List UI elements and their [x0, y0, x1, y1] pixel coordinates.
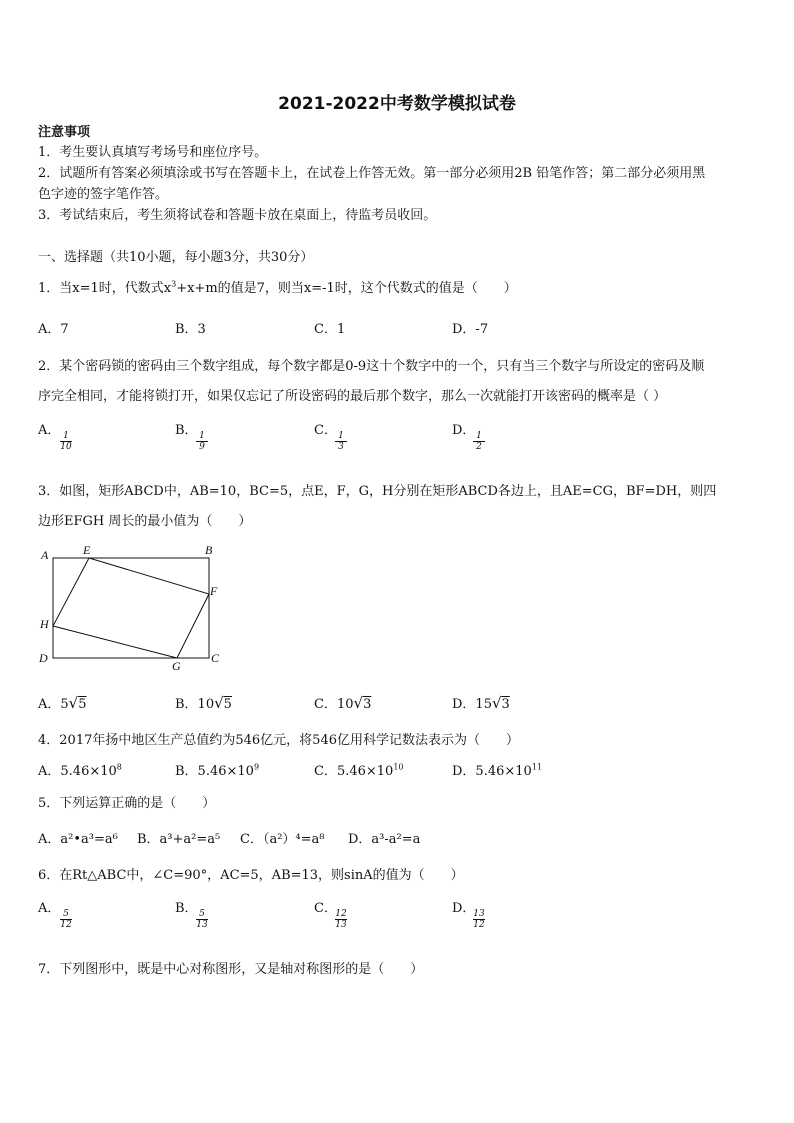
q4-option-c-exp: 10	[393, 762, 404, 772]
q3-option-b-coef: B．10	[175, 697, 215, 712]
denominator: 10	[60, 442, 72, 452]
q4-option-d-exp: 11	[531, 762, 542, 772]
q2-option-d-label: D．	[452, 423, 476, 438]
q5-option-b: B．a³+a²=a⁵	[137, 832, 221, 847]
denominator: 12	[473, 920, 485, 930]
label-a: A	[41, 548, 49, 562]
q4-option-b-exp: 9	[253, 762, 260, 772]
q1-stem-sup: 3	[171, 279, 177, 289]
denominator: 13	[196, 920, 208, 930]
q1-stem-b: +x+m的值是7，则当x=-1时，这个代数式的值是（ ）	[176, 281, 517, 296]
denominator: 3	[338, 442, 344, 452]
q4-option-b	[175, 760, 259, 779]
q6-option-a-label: A．	[38, 901, 61, 916]
question-6-stem: 6．在Rt△ABC中，∠C=90°，AC=5，AB=13，则sinA的值为（ ）	[38, 868, 464, 883]
numerator: 12	[335, 909, 347, 919]
numerator: 1	[196, 431, 208, 442]
numerator: 13	[473, 909, 485, 919]
q4-option-c	[314, 760, 404, 779]
rectangle-abcd	[53, 558, 209, 658]
q4-option-a-base: A．5.46×10	[38, 764, 117, 779]
numerator: 1	[473, 431, 485, 442]
q3-option-d: D．15√3	[452, 694, 510, 712]
numerator: 5	[60, 909, 72, 920]
q4-option-d	[452, 760, 542, 779]
numerator: 1	[60, 431, 72, 442]
q1-option-a: A．7	[38, 322, 69, 337]
label-g: G	[172, 659, 181, 673]
q1-stem-a: 1．当x=1时，代数式x	[38, 281, 172, 296]
q3-option-c-coef: C．10	[314, 697, 354, 712]
quadrilateral-efgh	[53, 558, 209, 658]
q4-option-d-base: D．5.46×10	[452, 764, 532, 779]
q6-option-a-fraction	[60, 909, 72, 930]
question-4-stem: 4．2017年扬中地区生产总值约为546亿元，将546亿用科学记数法表示为（ ）	[38, 733, 519, 748]
label-f: F	[210, 584, 218, 598]
question-7-stem: 7．下列图形中，既是中心对称图形，又是轴对称图形的是（ ）	[38, 962, 424, 977]
q2-option-c-label: C．	[314, 423, 337, 438]
q1-option-b: B．3	[175, 322, 206, 337]
rectangle-figure	[36, 540, 226, 675]
q3-option-d-coef: D．15	[452, 697, 492, 712]
q6-option-d-label: D．	[452, 901, 476, 916]
q6-option-c-fraction	[335, 909, 347, 930]
q6-option-b-fraction	[196, 909, 208, 930]
notice-item: 2．试题所有答案必须填涂或书写在答题卡上，在试卷上作答无效。第一部分必须用2B 铅笔作答；第二部分必须用黑	[38, 166, 706, 181]
q4-option-a-exp: 8	[116, 762, 122, 772]
q5-option-c: C．（a²）⁴=a⁸	[240, 832, 325, 847]
q4-option-a	[38, 760, 122, 779]
q2-option-d-fraction	[473, 431, 485, 452]
question-3-line2: 边形EFGH 周长的最小值为（ ）	[38, 514, 252, 529]
q3-option-b: B．10√5	[175, 694, 232, 712]
label-e: E	[83, 543, 91, 557]
q2-option-c-fraction	[335, 431, 347, 452]
notice-item: 1．考生要认真填写考场号和座位序号。	[38, 145, 268, 160]
label-b: B	[205, 543, 213, 557]
notice-item: 色字迹的签字笔作答。	[38, 187, 169, 202]
q4-option-c-base: C．5.46×10	[314, 764, 394, 779]
q6-option-c-label: C．	[314, 901, 337, 916]
question-2-line1: 2．某个密码锁的密码由三个数字组成，每个数字都是0-9这十个数字中的一个，只有当三个数字与所设定的密码及顺	[38, 359, 705, 374]
numerator: 1	[335, 431, 347, 442]
label-d: D	[39, 651, 48, 665]
q5-option-a: A．a²•a³=a⁶	[38, 832, 118, 847]
q5-option-d: D．a³-a²=a	[348, 832, 421, 847]
q1-option-d: D．-7	[452, 322, 489, 337]
q3-option-d-rad: 3	[501, 697, 510, 712]
q3-option-b-rad: 5	[223, 697, 232, 712]
q3-option-a: A．5√5	[38, 694, 87, 712]
question-2-line2: 序完全相同，才能将锁打开，如果仅忘记了所设密码的最后那个数字，那么一次就能打开该密码的概率是（ ）	[38, 389, 667, 404]
denominator: 13	[335, 920, 347, 930]
q2-option-b-fraction	[196, 431, 208, 452]
q3-option-c-rad: 3	[363, 697, 372, 712]
q1-option-c: C．1	[314, 322, 346, 337]
q4-option-b-base: B．5.46×10	[175, 764, 254, 779]
notice-heading: 注意事项	[38, 125, 91, 140]
question-3-line1: 3．如图，矩形ABCD中，AB=10，BC=5，点E，F，G，H分别在矩形ABCD各边上，且AE=CG，BF=DH，则四	[38, 484, 717, 499]
q6-option-b-label: B．	[175, 901, 198, 916]
q6-option-d-fraction	[473, 909, 485, 930]
q3-option-c: C．10√3	[314, 694, 372, 712]
denominator: 9	[199, 442, 205, 452]
q2-option-b-label: B．	[175, 423, 198, 438]
section-heading: 一、选择题（共10小题，每小题3分，共30分）	[38, 250, 314, 265]
q3-option-a-coef: A．5	[38, 697, 69, 712]
denominator: 12	[60, 920, 72, 930]
label-c: C	[211, 651, 220, 665]
q2-option-a-label: A．	[38, 423, 61, 438]
question-5-stem: 5．下列运算正确的是（ ）	[38, 796, 216, 811]
label-h: H	[40, 617, 49, 631]
page-title: 2021-2022中考数学模拟试卷	[278, 94, 516, 114]
q2-option-a-fraction	[60, 431, 72, 452]
q3-option-a-rad: 5	[78, 697, 87, 712]
numerator: 5	[196, 909, 208, 920]
denominator: 2	[476, 442, 482, 452]
question-1-stem	[38, 277, 517, 296]
notice-item: 3．考试结束后，考生须将试卷和答题卡放在桌面上，待监考员收回。	[38, 208, 437, 223]
